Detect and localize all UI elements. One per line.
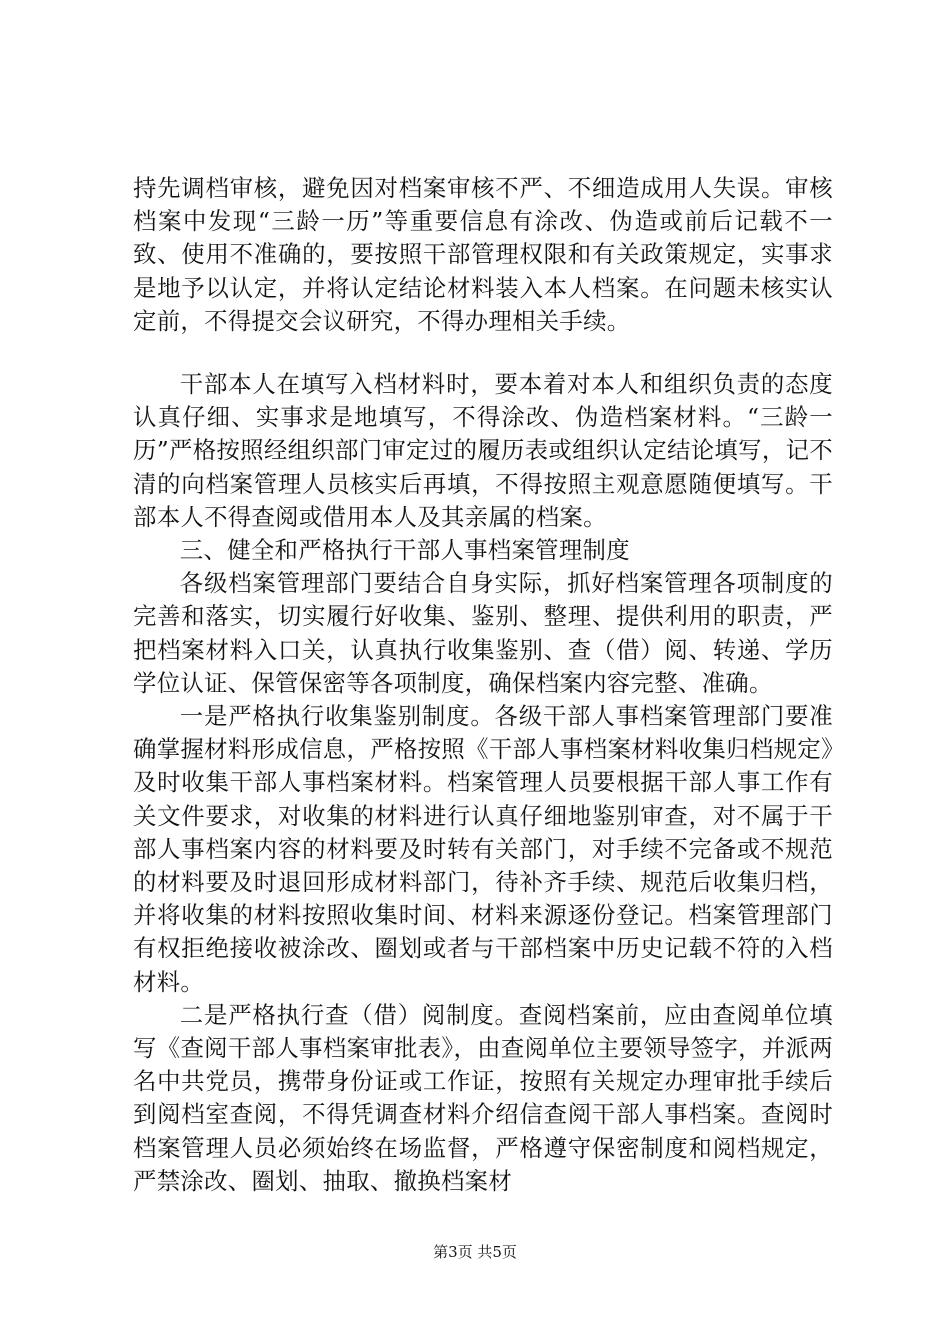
paragraph-collection-identification: 一是严格执行收集鉴别制度。各级干部人事档案管理部门要准确掌握材料形成信息，严格按照《干部人事档案材料收集归档规定》及时收集干部人事档案材料。档案管理人员要根据干部人事工作有关文件要求，对收集的材料进行认真仔细地鉴别审查，对不属于干部人事档案内容的材料要及时转有关部门，对手续不完备或不规范的材料要及时退回形成材料部门，待补齐手续、规范后收集归档，并将收集的材料按照收集时间、材料来源逐份登记。档案管理部门有权拒绝接收被涂改、圈划或者与干部档案中历史记载不符的入档材料。 xyxy=(133,702,833,996)
section-heading-3: 三、健全和严格执行干部人事档案管理制度 xyxy=(179,536,630,565)
paragraph-consultation-borrowing: 二是严格执行查（借）阅制度。查阅档案前，应由查阅单位填写《查阅干部人事档案审批表》，由查阅单位主要领导签字，并派两名中共党员，携带身份证或工作证，按照有关规定办理审批手续后到阅档室查阅，不得凭调查材料介绍信查阅干部人事档案。查阅时档案管理人员必须始终在场监督，严格遵守保密制度和阅档规定，严禁涂改、圈划、抽取、撤换档案材 xyxy=(133,1000,833,1195)
paragraph-cadre-self-filling: 干部本人在填写入档材料时，要本着对本人和组织负责的态度认真仔细、实事求是地填写，不得涂改、伪造档案材料。“三龄一历”严格按照经组织部门审定过的履历表或组织认定结论填写，记不清的向档案管理人员核实后再填，不得按照主观意愿随便填写。干部本人不得查阅或借用本人及其亲属的档案。 xyxy=(133,370,833,531)
page-footer: 第3页 共5页 xyxy=(433,1243,517,1261)
paragraph-management-departments: 各级档案管理部门要结合自身实际，抓好档案管理各项制度的完善和落实，切实履行好收集、鉴别、整理、提供利用的职责，严把档案材料入口关，认真执行收集鉴别、查（借）阅、转递、学历学位认证、保管保密等各项制度，确保档案内容完整、准确。 xyxy=(133,569,833,697)
paragraph-review-continuation: 持先调档审核，避免因对档案审核不严、不细造成用人失误。审核档案中发现“三龄一历”等重要信息有涂改、伪造或前后记载不一致、使用不准确的，要按照干部管理权限和有关政策规定，实事求是地予以认定，并将认定结论材料装入本人档案。在问题未核实认定前，不得提交会议研究，不得办理相关手续。 xyxy=(133,174,833,335)
document-body xyxy=(133,172,833,1198)
